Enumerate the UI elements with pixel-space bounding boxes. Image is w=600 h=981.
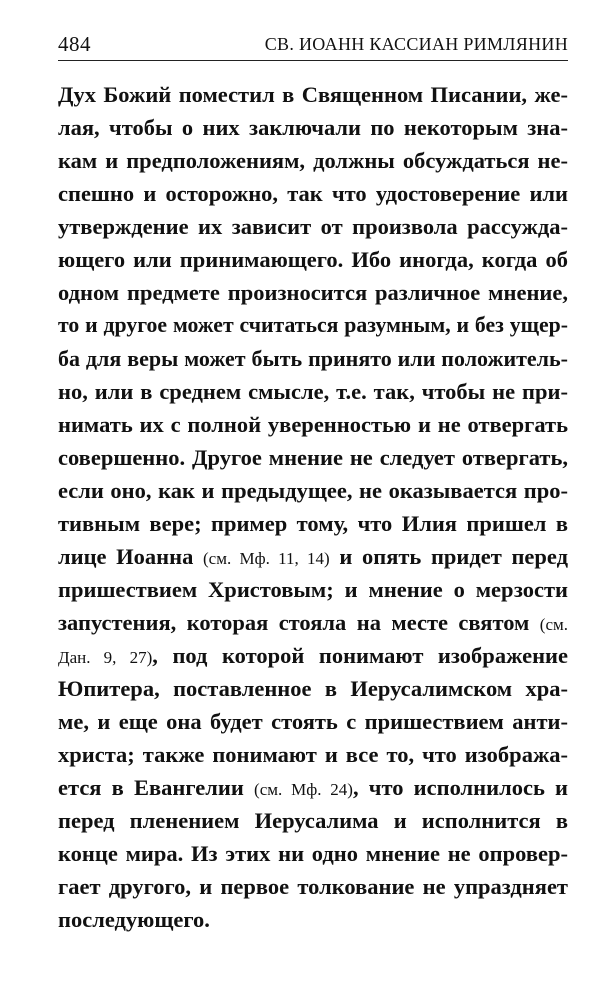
text-line: утверждение их зависит от произвола рассужда- [58, 214, 568, 239]
scripture-reference: (см. [539, 615, 568, 634]
body-paragraph [58, 78, 568, 936]
text-line: одном предмете произносится различное мнение, [58, 280, 568, 305]
text-line: христа; также понимают и все то, что изобража- [58, 742, 568, 767]
text-line: нимать их с полной уверенностью и не отвергать [58, 412, 568, 437]
text-line: если оно, как и предыдущее, не оказывается про- [58, 478, 568, 503]
text-line: ме, и еще она будет стоять с пришествием анти- [58, 709, 568, 734]
scripture-reference: (см. Мф. 11, 14) [203, 549, 330, 568]
text-segment: запустения, которая стояла на месте святом [58, 610, 540, 635]
page-header [58, 30, 568, 61]
text-line: Юпитера, поставленное в Иерусалимском хра- [58, 676, 568, 701]
text-line [58, 639, 568, 672]
text-line: пришествием Христовым; и мнение о мерзости [58, 577, 568, 602]
page-number: 484 [58, 32, 91, 56]
text-line: перед пленением Иерусалима и исполнится в [58, 808, 568, 833]
text-line: конце мира. Из этих ни одно мнение не опровер- [58, 841, 568, 866]
text-line: гает другого, и первое толкование не упраздняет [58, 874, 568, 899]
text-segment: , что исполнилось и [352, 775, 568, 800]
running-head: СВ. ИОАНН КАССИАН РИМЛЯНИН [264, 34, 568, 54]
text-line: то и другое может считаться разумным, и без ущер- [58, 313, 568, 337]
text-line [58, 771, 568, 804]
scripture-reference: Дан. 9, 27) [58, 648, 153, 667]
text-line: ба для веры может быть принято или положитель- [58, 346, 568, 371]
text-line [58, 606, 568, 639]
text-line: ющего или принимающего. Ибо иногда, когда об [58, 247, 568, 272]
text-segment: , под которой понимают изображение [152, 643, 568, 668]
text-line: но, или в среднем смысле, т.е. так, чтобы не при- [58, 379, 568, 404]
text-segment: ется в Евангелии [58, 775, 255, 800]
text-line: тивным вере; пример тому, что Илия пришел в [58, 511, 568, 536]
text-line: спешно и осторожно, так что удостоверение или [58, 181, 568, 206]
text-line: совершенно. Другое мнение не следует отвергать, [58, 445, 568, 470]
text-segment: лице Иоанна [58, 544, 204, 569]
text-line: лая, чтобы о них заключали по некоторым зна- [58, 115, 568, 140]
text-segment: и опять придет перед [329, 544, 569, 569]
text-line: кам и предположениям, должны обсуждаться не- [58, 148, 568, 173]
text-line: последующего. [58, 907, 210, 932]
scripture-reference: (см. Мф. 24) [254, 780, 353, 799]
text-line: Дух Божий поместил в Священном Писании, же- [58, 82, 568, 107]
text-line [58, 540, 568, 573]
